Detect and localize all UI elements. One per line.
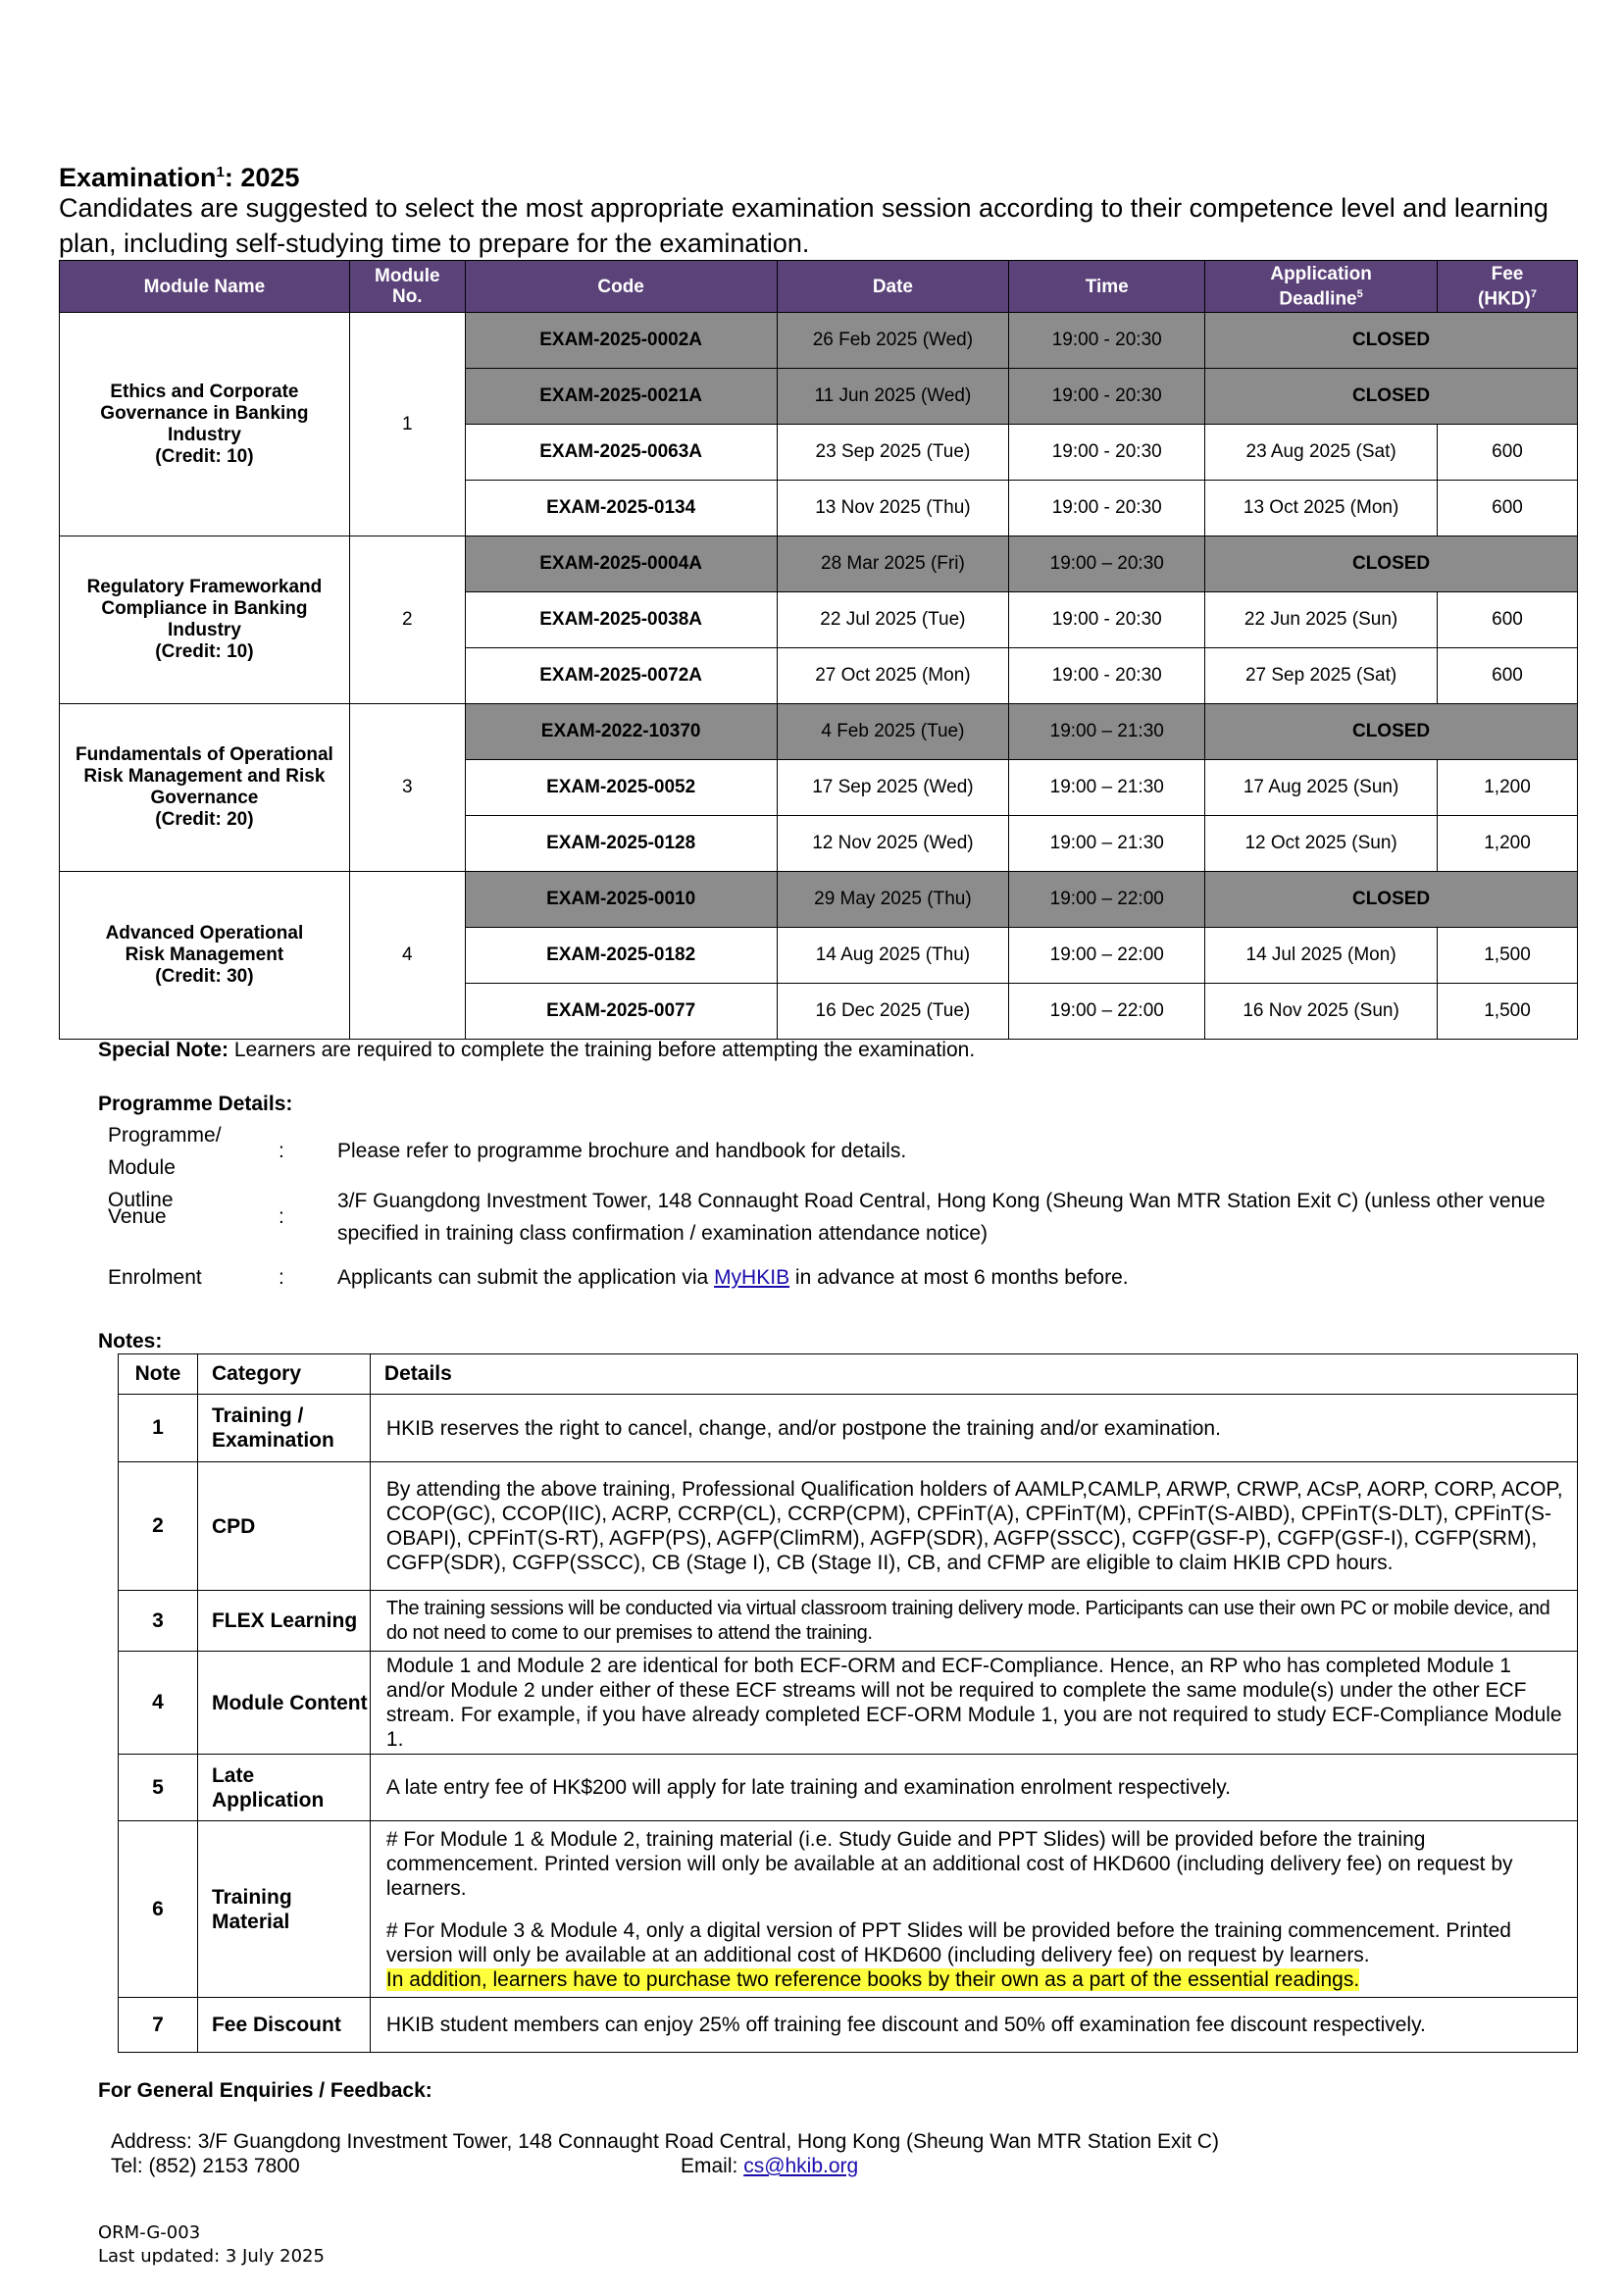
exam-deadline: 27 Sep 2025 (Sat): [1205, 648, 1438, 704]
note-number: 7: [119, 1998, 198, 2053]
document-code: ORM-G-003: [98, 2222, 201, 2243]
exam-date: 11 Jun 2025 (Wed): [777, 369, 1009, 425]
exam-date: 14 Aug 2025 (Thu): [777, 928, 1009, 984]
note-number: 5: [119, 1755, 198, 1821]
table-row: [119, 1755, 1578, 1821]
exam-date: 17 Sep 2025 (Wed): [777, 760, 1009, 816]
header-time: Time: [1009, 261, 1205, 313]
exam-time: 19:00 – 20:30: [1009, 536, 1205, 592]
exam-time: 19:00 - 20:30: [1009, 481, 1205, 536]
module-name-cell: Regulatory Frameworkand Compliance in Banking Industry (Credit: 10): [60, 536, 350, 704]
venue-row: [108, 1185, 1624, 1250]
header-category: Category: [197, 1354, 370, 1395]
module-name-cell: Advanced Operational Risk Management (Credit: 30): [60, 872, 350, 1040]
examination-table: [59, 260, 1578, 1040]
exam-time: 19:00 - 20:30: [1009, 369, 1205, 425]
module-no-cell: 1: [349, 313, 465, 536]
note-category: Training Material: [197, 1821, 370, 1998]
exam-code: EXAM-2025-0134: [465, 481, 777, 536]
note-number: 1: [119, 1395, 198, 1462]
table-row: [119, 1395, 1578, 1462]
exam-code: EXAM-2022-10370: [465, 704, 777, 760]
table-row: [119, 1652, 1578, 1755]
colon: :: [279, 1205, 284, 1228]
last-updated: Last updated: 3 July 2025: [98, 2246, 325, 2267]
exam-date: 12 Nov 2025 (Wed): [777, 816, 1009, 872]
notes-table: [118, 1353, 1578, 2053]
exam-code: EXAM-2025-0063A: [465, 425, 777, 481]
exam-code: EXAM-2025-0077: [465, 984, 777, 1040]
note-number: 3: [119, 1591, 198, 1652]
contact-tel: Tel: (852) 2153 7800: [111, 2155, 300, 2177]
programme-outline-row: [108, 1119, 1624, 1211]
exam-date: 23 Sep 2025 (Tue): [777, 425, 1009, 481]
notes-title: Notes:: [98, 1330, 163, 1352]
note-number: 4: [119, 1652, 198, 1755]
header-module-no: Module No.: [349, 261, 465, 313]
table-row: [60, 704, 1578, 760]
note-category: Training / Examination: [197, 1395, 370, 1462]
intro-text: Candidates are suggested to select the most appropriate examination session according to their competence level and learning plan, including self-studying time to prepare for the examination.: [59, 193, 1548, 258]
note-details: A late entry fee of HK$200 will apply for late training and examination enrolment respectively.: [370, 1755, 1577, 1821]
exam-deadline: 23 Aug 2025 (Sat): [1205, 425, 1438, 481]
exam-fee: 600: [1438, 481, 1578, 536]
note-number: 6: [119, 1821, 198, 1998]
exam-fee: 600: [1438, 425, 1578, 481]
exam-fee: 600: [1438, 648, 1578, 704]
special-note: Special Note: Learners are required to complete the training before attempting the examination.: [98, 1039, 976, 1061]
table-row: [119, 1591, 1578, 1652]
exam-date: 4 Feb 2025 (Tue): [777, 704, 1009, 760]
note-details: HKIB reserves the right to cancel, change, and/or postpone the training and/or examination.: [370, 1395, 1577, 1462]
exam-deadline: 12 Oct 2025 (Sun): [1205, 816, 1438, 872]
note-category: FLEX Learning: [197, 1591, 370, 1652]
exam-time: 19:00 – 21:30: [1009, 760, 1205, 816]
header-code: Code: [465, 261, 777, 313]
exam-deadline: 16 Nov 2025 (Sun): [1205, 984, 1438, 1040]
exam-time: 19:00 – 22:00: [1009, 928, 1205, 984]
exam-code: EXAM-2025-0072A: [465, 648, 777, 704]
exam-fee: 1,200: [1438, 760, 1578, 816]
header-details: Details: [370, 1354, 1577, 1395]
venue-value: 3/F Guangdong Investment Tower, 148 Connaught Road Central, Hong Kong (Sheung Wan MTR Station Exit C) (unless other venue specified in training class confirmation / examination attendance notice): [337, 1190, 1546, 1245]
exam-code: EXAM-2025-0182: [465, 928, 777, 984]
note-details: By attending the above training, Professional Qualification holders of AAMLP,CAMLP, ARWP, CRWP, ACsP, AORP, CORP, ACOP, CCOP(GC), CCOP(IIC), ACRP, CCRP(CL), CCRP(CPM), CPFinT(A), CPFinT(M), CPFinT(S-AIBD), CPFinT(S-DLT), CPFinT(S-OBAPI), CPFinT(S-RT), AGFP(PS), AGFP(ClimRM), AGFP(SDR), AGFP(SSCC), CGFP(GSF-P), CGFP(GSF-I), CGFP(SRM), CGFP(SDR), CGFP(SSCC), CB (Stage I), CB (Stage II), CB, and CFMP are eligible to claim HKIB CPD hours.: [370, 1462, 1577, 1591]
exam-code: EXAM-2025-0052: [465, 760, 777, 816]
exam-fee: 1,500: [1438, 928, 1578, 984]
exam-fee: 600: [1438, 592, 1578, 648]
enrolment-label: Enrolment: [108, 1266, 202, 1289]
table-row: [60, 536, 1578, 592]
table-row: [119, 1462, 1578, 1591]
contact-address: Address: 3/F Guangdong Investment Tower, 148 Connaught Road Central, Hong Kong (Sheung Wan MTR Station Exit C): [111, 2130, 1219, 2153]
module-no-cell: 2: [349, 536, 465, 704]
exam-date: 26 Feb 2025 (Wed): [777, 313, 1009, 369]
header-deadline: Application Deadline$^5$: [1205, 261, 1438, 313]
closed-status: CLOSED: [1205, 536, 1578, 592]
exam-date: 22 Jul 2025 (Tue): [777, 592, 1009, 648]
module-name-cell: Ethics and Corporate Governance in Banking Industry (Credit: 10): [60, 313, 350, 536]
note-details: # For Module 1 & Module 2, training material (i.e. Study Guide and PPT Slides) will be provided before the training commencement. Printed version will only be available at an additional cost of HKD600 (including delivery fee) on request by learners. # For Module 3 & Module 4, only a digital version of PPT Slides will be provided before the training commencement. Printed version will only be available at an additional cost of HKD600 (including delivery fee) on request by learners. In addition, learners have to purchase two reference books by their own as a part of the essential readings.: [370, 1821, 1577, 1998]
note-details: The training sessions will be conducted via virtual classroom training delivery mode. Participants can use their own PC or mobile device, and do not need to come to our premises to attend the training.: [370, 1591, 1577, 1652]
closed-status: CLOSED: [1205, 369, 1578, 425]
closed-status: CLOSED: [1205, 704, 1578, 760]
header-module-name: Module Name: [60, 261, 350, 313]
notes-header-row: [119, 1354, 1578, 1395]
exam-code: EXAM-2025-0038A: [465, 592, 777, 648]
exam-fee: 1,200: [1438, 816, 1578, 872]
module-no-cell: 3: [349, 704, 465, 872]
header-note: Note: [119, 1354, 198, 1395]
note-details: Module 1 and Module 2 are identical for both ECF-ORM and ECF-Compliance. Hence, an RP who has completed Module 1 and/or Module 2 under either of these ECF streams will not be required to complete the same module(s) under the other ECF stream. For example, if you have already completed ECF-ORM Module 1, you are not required to study ECF-Compliance Module 1.: [370, 1652, 1577, 1755]
enrolment-row: [108, 1261, 1624, 1294]
note-category: Late Application: [197, 1755, 370, 1821]
closed-status: CLOSED: [1205, 313, 1578, 369]
header-date: Date: [777, 261, 1009, 313]
exam-time: 19:00 – 22:00: [1009, 984, 1205, 1040]
note-category: Fee Discount: [197, 1998, 370, 2053]
myhkib-link[interactable]: MyHKIB: [714, 1266, 790, 1289]
exam-code: EXAM-2025-0021A: [465, 369, 777, 425]
page-title: Examination$^1$: 2025: [59, 163, 300, 192]
colon: :: [279, 1266, 284, 1289]
table-row: [60, 313, 1578, 369]
enrolment-value: Applicants can submit the application via MyHKIB in advance at most 6 months before.: [337, 1266, 1129, 1289]
exam-deadline: 22 Jun 2025 (Sun): [1205, 592, 1438, 648]
exam-deadline: 13 Oct 2025 (Mon): [1205, 481, 1438, 536]
note-details: HKIB student members can enjoy 25% off training fee discount and 50% off examination fee discount respectively.: [370, 1998, 1577, 2053]
outline-label: Programme/ Module Outline: [108, 1124, 222, 1211]
table-row: [60, 872, 1578, 928]
table-row: [119, 1821, 1578, 1998]
module-name-cell: Fundamentals of Operational Risk Management and Risk Governance (Credit: 20): [60, 704, 350, 872]
exam-time: 19:00 – 21:30: [1009, 816, 1205, 872]
enquiries-title: For General Enquiries / Feedback:: [98, 2079, 432, 2102]
note-number: 2: [119, 1462, 198, 1591]
highlighted-text: In addition, learners have to purchase two reference books by their own as a part of the essential readings.: [385, 1967, 1360, 1991]
exam-deadline: 17 Aug 2025 (Sun): [1205, 760, 1438, 816]
note-category: Module Content: [197, 1652, 370, 1755]
exam-time: 19:00 - 20:30: [1009, 648, 1205, 704]
exam-table-header: [60, 261, 1578, 313]
exam-fee: 1,500: [1438, 984, 1578, 1040]
programme-details-title: Programme Details:: [98, 1093, 293, 1115]
exam-date: 28 Mar 2025 (Fri): [777, 536, 1009, 592]
outline-value: Please refer to programme brochure and handbook for details.: [337, 1140, 907, 1162]
table-row: [119, 1998, 1578, 2053]
exam-code: EXAM-2025-0128: [465, 816, 777, 872]
exam-date: 16 Dec 2025 (Tue): [777, 984, 1009, 1040]
colon: :: [279, 1140, 284, 1162]
exam-code: EXAM-2025-0002A: [465, 313, 777, 369]
exam-code: EXAM-2025-0004A: [465, 536, 777, 592]
email-link[interactable]: cs@hkib.org: [743, 2155, 859, 2177]
exam-time: 19:00 - 20:30: [1009, 313, 1205, 369]
exam-time: 19:00 – 22:00: [1009, 872, 1205, 928]
exam-time: 19:00 - 20:30: [1009, 425, 1205, 481]
note-category: CPD: [197, 1462, 370, 1591]
module-no-cell: 4: [349, 872, 465, 1040]
exam-date: 13 Nov 2025 (Thu): [777, 481, 1009, 536]
exam-time: 19:00 - 20:30: [1009, 592, 1205, 648]
closed-status: CLOSED: [1205, 872, 1578, 928]
header-fee: Fee (HKD)$^7$: [1438, 261, 1578, 313]
contact-email: Email: cs@hkib.org: [681, 2155, 859, 2177]
exam-time: 19:00 – 21:30: [1009, 704, 1205, 760]
exam-deadline: 14 Jul 2025 (Mon): [1205, 928, 1438, 984]
exam-date: 27 Oct 2025 (Mon): [777, 648, 1009, 704]
footer: [98, 2221, 325, 2269]
exam-code: EXAM-2025-0010: [465, 872, 777, 928]
exam-date: 29 May 2025 (Thu): [777, 872, 1009, 928]
venue-label: Venue: [108, 1205, 167, 1228]
